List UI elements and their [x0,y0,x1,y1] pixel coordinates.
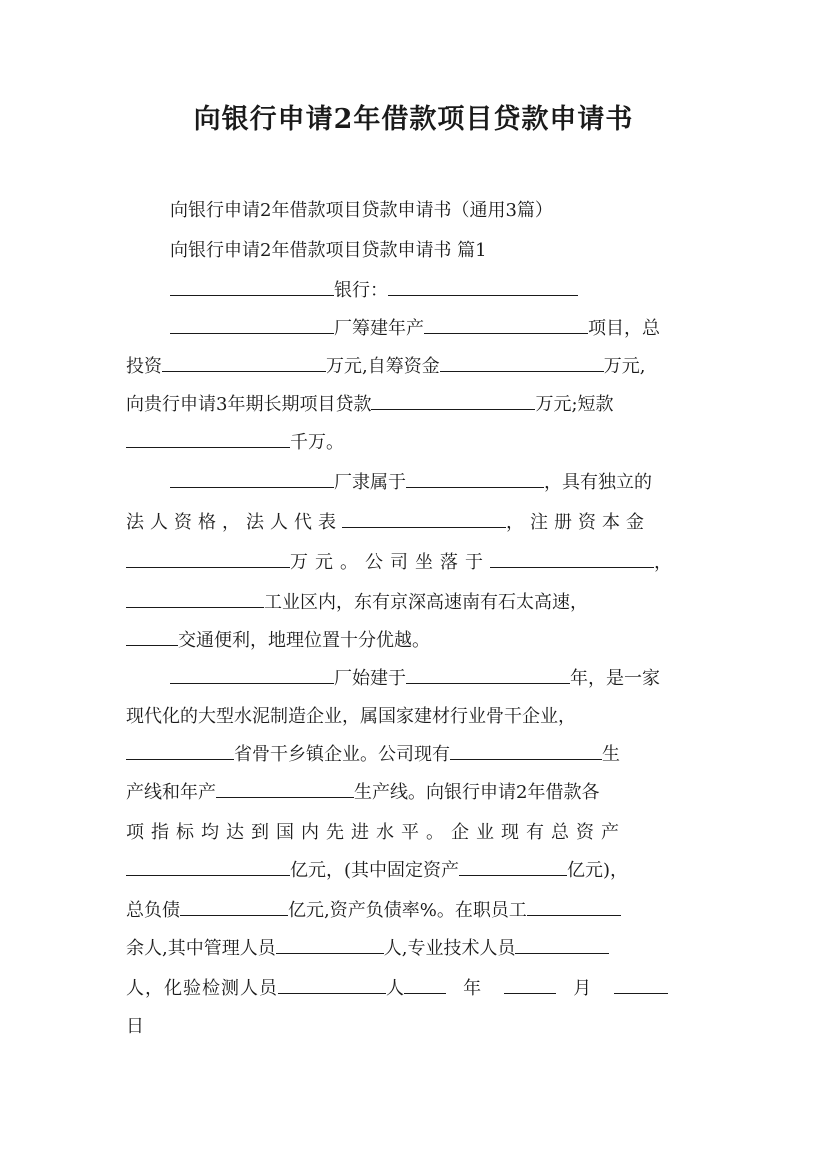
p2-line-4 [126,428,702,458]
section-heading: 向银行申请2年借款项目贷款申请书 篇1 [170,240,487,261]
text-segment: 万元;短款 [535,394,614,415]
p4-line-3 [126,740,702,770]
text-segment: 日 [126,1016,144,1037]
blank-field [404,975,446,994]
blank-field [170,469,334,488]
blank-field [216,779,354,798]
document-subtitle: 向银行申请2年借款项目贷款申请书（通用3篇） [170,200,553,221]
p4-line-4 [126,778,702,808]
blank-field [126,549,290,568]
text-segment: ，注册资本金 [506,512,650,533]
blank-field [278,975,386,994]
blank-field [515,935,609,954]
text-segment: ，具有独立的 [544,472,652,493]
blank-field [459,857,567,876]
text-segment: 生 [602,744,620,765]
text-segment: 项指标均达到国内先进水平。企业现有总资产 [126,822,626,843]
blank-field [170,277,334,296]
text-segment: 投资 [126,356,162,377]
blank-field [170,315,334,334]
text-segment: 余人,其中管理人员 [126,938,276,959]
text-segment: 总负债 [126,900,180,921]
p4-line-1 [126,664,702,694]
text-segment: 人，化验检测人员 [126,978,278,999]
p4-line-8 [126,934,702,964]
text-segment: 向贵行申请3年期长期项目贷款 [126,394,372,415]
text-segment: 生产线。向银行申请2年借款各 [354,782,600,803]
text-segment: 法人资格，法人代表 [126,512,342,533]
blank-field [424,315,588,334]
text-segment: 厂隶属于 [334,472,406,493]
text-segment: 年 [463,978,482,999]
text-segment: 厂始建于 [334,668,406,689]
p1-line-1 [126,276,702,306]
blank-field [126,429,290,448]
text-segment: 万元。公司坐落于 [290,552,490,573]
blank-field [126,857,290,876]
text-segment: 现代化的大型水泥制造企业，属国家建材行业骨干企业， [126,706,576,727]
p3-line-3 [126,548,702,578]
blank-field [371,391,535,410]
blank-field [276,935,384,954]
blank-field [527,897,621,916]
text-segment: 千万。 [290,432,344,453]
text-segment: 项目，总 [588,318,660,339]
blank-field [440,353,604,372]
p4-line-6 [126,856,702,886]
blank-field [180,897,288,916]
bank-label: 银行： [334,280,388,301]
text-segment: 万元,自筹资金 [326,356,440,377]
text-segment: 产线和年产 [126,782,216,803]
blank-field [406,665,570,684]
text-segment: 亿元，(其中固定资产 [290,860,460,881]
p4-line-10 [126,1012,702,1042]
blank-field [406,469,544,488]
text-segment: 人 [386,978,404,999]
p4-line-2 [126,702,702,732]
text-segment: 厂筹建年产 [334,318,424,339]
blank-field [126,627,178,646]
p4-line-9 [126,974,702,1004]
blank-field [342,509,506,528]
blank-field [490,549,654,568]
text-segment: 省骨干乡镇企业。公司现有 [234,744,450,765]
blank-field [162,353,326,372]
blank-field [170,665,334,684]
blank-field [450,741,602,760]
text-segment: 亿元)， [567,860,629,881]
text-segment: 人,专业技术人员 [383,938,516,959]
p2-line-2 [126,352,702,382]
p4-line-5 [126,818,702,848]
p3-line-2 [126,508,702,538]
text-segment: 月 [573,978,592,999]
p3-line-4 [126,588,702,618]
p3-line-1 [126,468,702,498]
text-segment: 年，是一家 [570,668,660,689]
p4-line-7 [126,896,702,926]
text-segment: ， [654,552,672,573]
text-segment: 交通便利，地理位置十分优越。 [178,630,430,651]
blank-field [504,975,556,994]
blank-field [126,741,234,760]
p2-line-1 [126,314,702,344]
blank-field [388,277,578,296]
p3-line-5 [126,626,702,656]
p2-line-3 [126,390,702,420]
text-segment: 万元, [603,356,646,377]
document-title: 向银行申请2年借款项目贷款申请书 [193,104,634,135]
blank-field [126,589,264,608]
text-segment: 工业区内，东有京深高速南有石太高速， [264,592,588,613]
text-segment: 亿元,资产负债率%。在职员工 [288,900,527,921]
blank-field [614,975,668,994]
